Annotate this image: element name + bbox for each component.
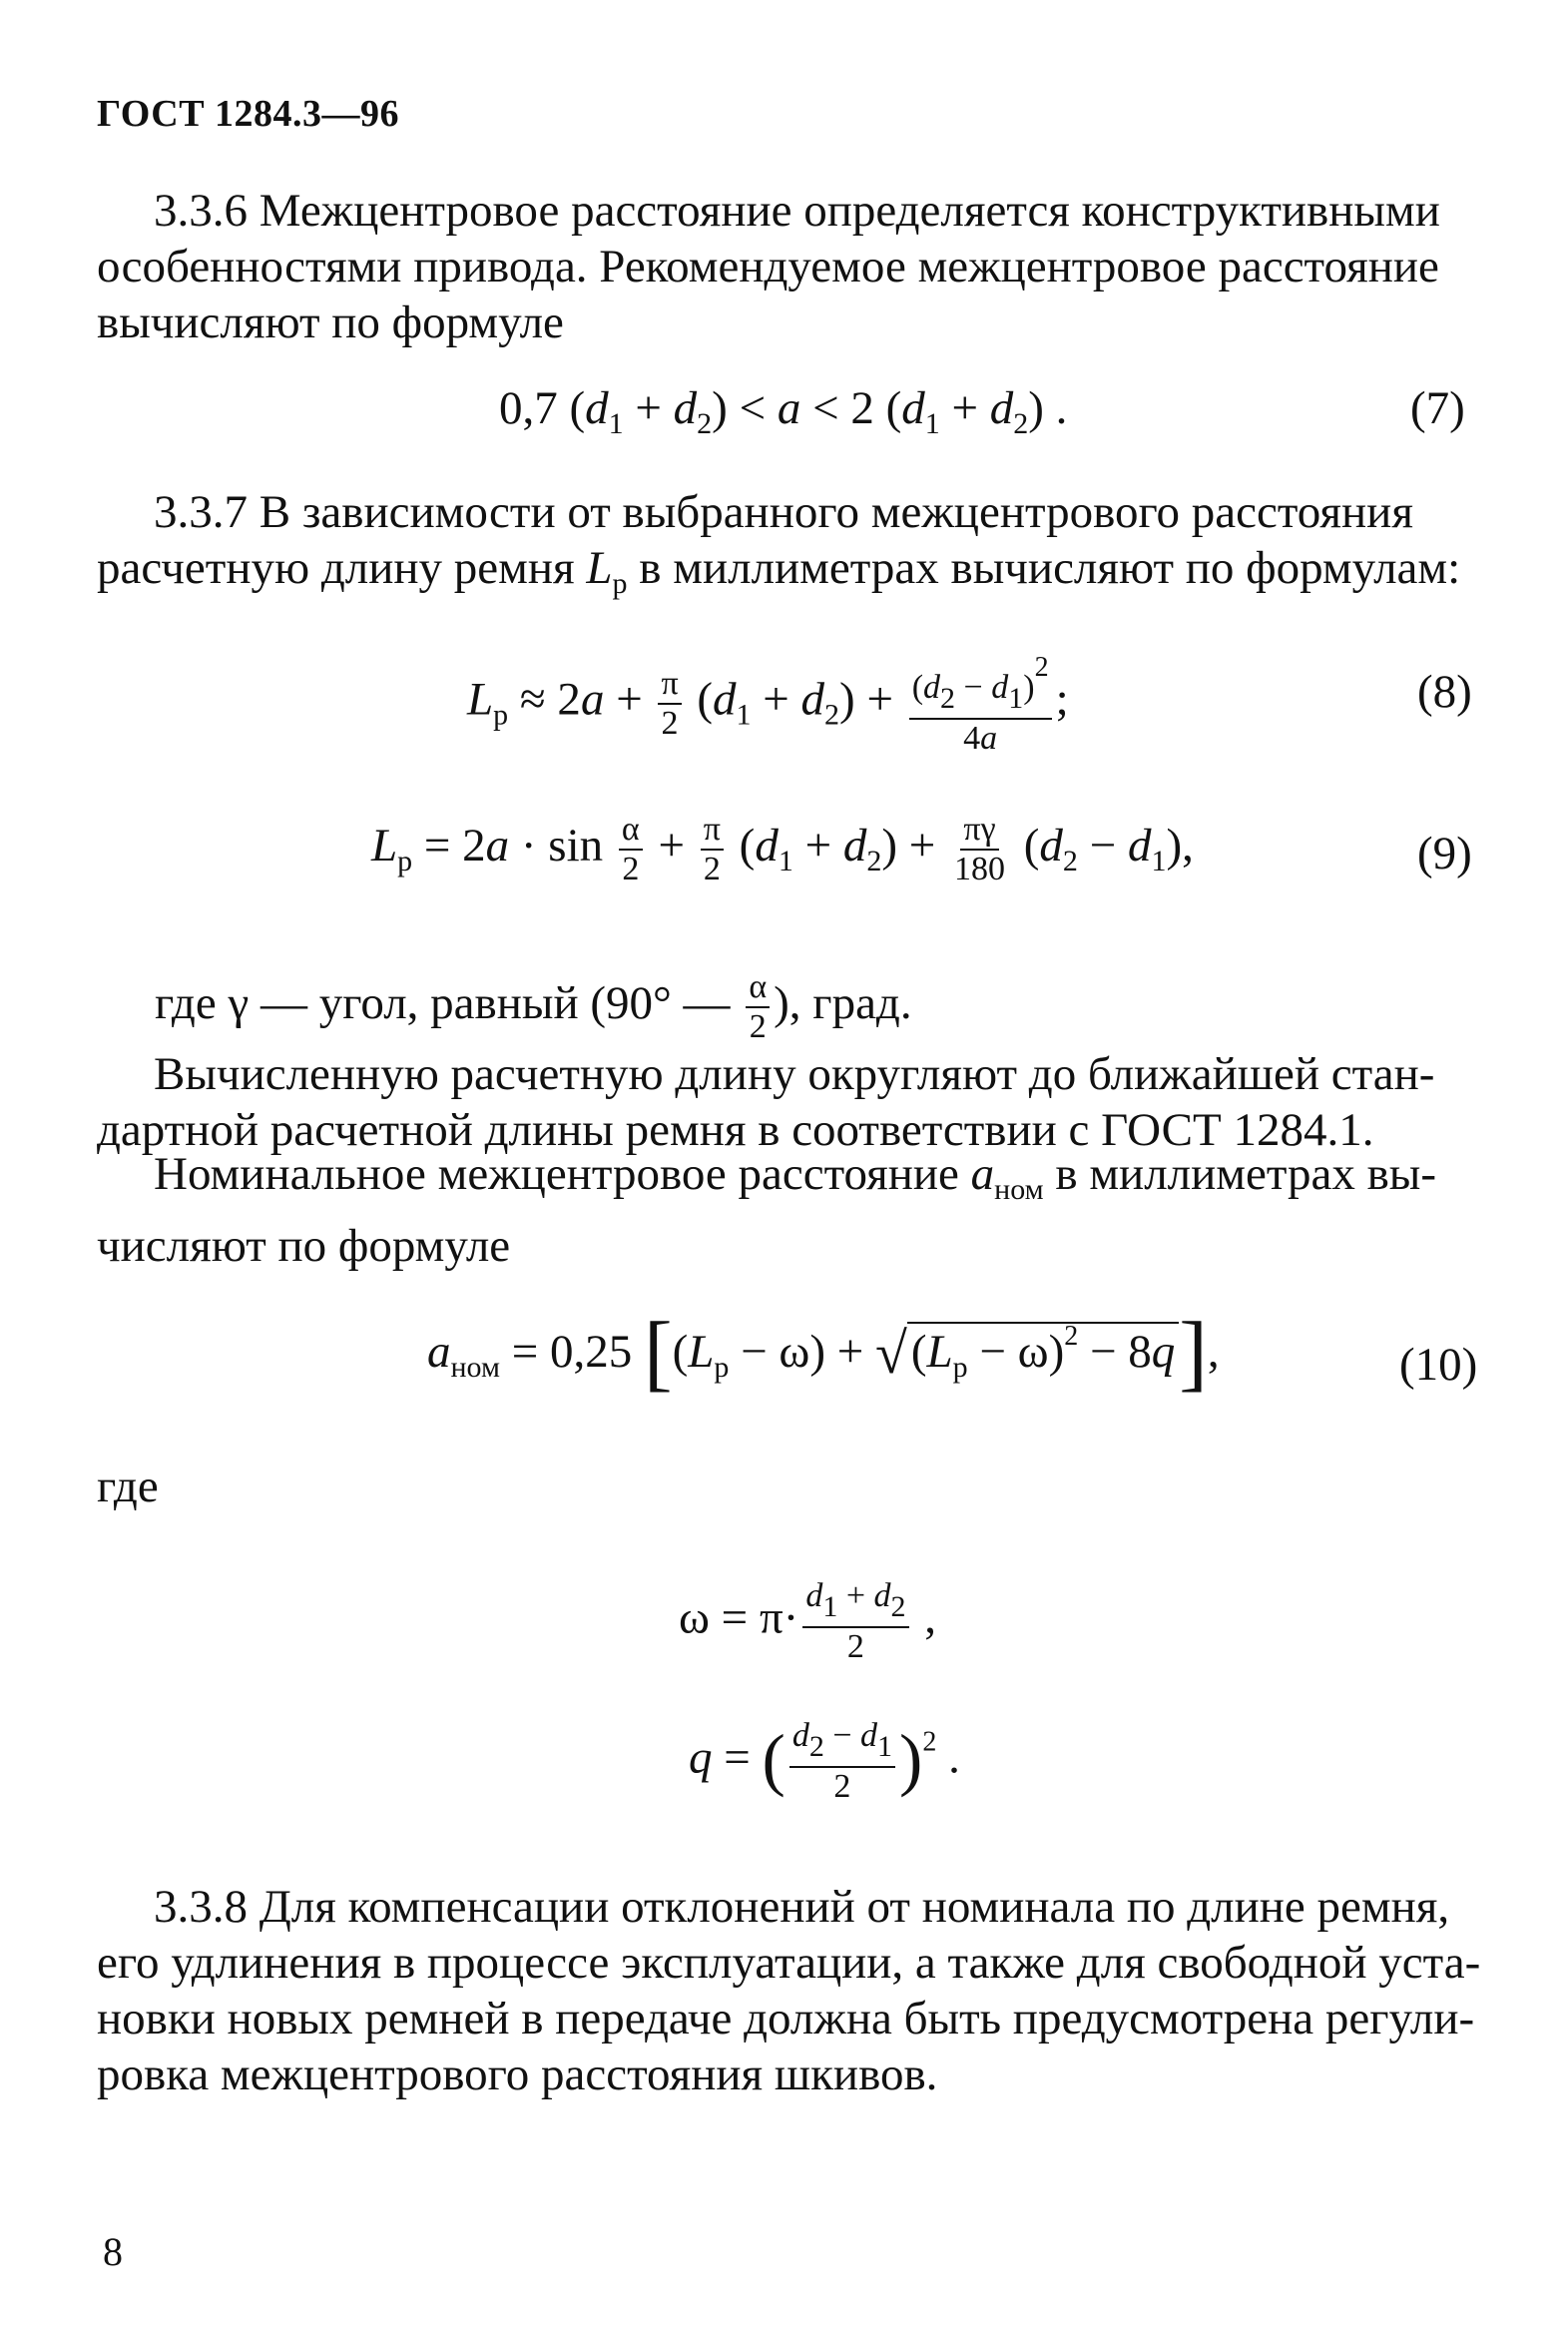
rounding-line-1: Вычисленную расчетную длину округляют до ближайшей стан-	[154, 1048, 1435, 1100]
formula-7: 0,7 $(d_1 + d_2) < a < 2$ $(d_1 + d_2)$ .	[499, 382, 1068, 440]
where-label: где	[97, 1461, 159, 1512]
section-3-3-8-line-2: его удлинения в процессе эксплуатации, а также для свободной уста-	[97, 1937, 1481, 1989]
section-3-3-6-line-2: особенностями привода. Рекомендуемое межцентровое расстояние	[97, 241, 1439, 292]
formula-10: $a_{ном} = 0,25$ $[(L_р - \omega) + √(L_р - \omega)^2 - 8q]$,	[427, 1304, 1220, 1400]
formula-10-number: (10)	[1399, 1339, 1478, 1391]
page-number: 8	[103, 2229, 123, 2274]
nominal-line-2: числяют по формуле	[97, 1220, 511, 1272]
gamma-definition-after: ), град.	[774, 976, 912, 1029]
nominal-line-1-after: в миллиметрах вы-	[1055, 1148, 1437, 1200]
rounding-paragraph	[97, 1046, 1474, 1158]
formula-8: $L_р \approx 2a$ + $\frac{\pi}{2}$ $(d_1 + d_2)$ + $\frac{(d2 - d1)^2}{4a}$ ;	[467, 649, 1069, 758]
gamma-definition: где γ — угол, равный (90° — $\frac{\alpha}{2}$ ), град.	[155, 968, 912, 1045]
gamma-definition-before: где γ — угол, равный (90° —	[155, 976, 731, 1029]
nominal-line-1-before: Номинальное межцентровое расстояние	[154, 1148, 959, 1200]
section-3-3-6-line-1: 3.3.6 Межцентровое расстояние определяется конструктивными	[154, 185, 1440, 237]
section-3-3-6-line-3: вычисляют по формуле	[97, 296, 564, 348]
section-3-3-8-line-4: ровка межцентрового расстояния шкивов.	[97, 2048, 938, 2100]
formula-7-number: (7)	[1410, 382, 1465, 434]
formula-q: q = ( $\frac{d2 - d1}{2}$ )$^2$ .	[689, 1717, 960, 1805]
rounding-line-2: дартной расчетной длины ремня в соответствии с ГОСТ 1284.1.	[97, 1104, 1374, 1156]
formula-8-number: (8)	[1417, 666, 1472, 718]
formula-omega: ω = π· $\frac{d1 + d2}{2}$ ,	[679, 1577, 937, 1665]
section-3-3-8-line-3: новки новых ремней в передаче должна быть предусмотрена регули-	[97, 1993, 1475, 2045]
section-3-3-7-line-2-after: в миллиметрах вычисляют по формулам:	[639, 542, 1461, 594]
section-3-3-7-line-2: расчетную длину ремня $L_р$ в миллиметрах вычисляют по формулам:	[97, 542, 1461, 600]
nominal-paragraph	[97, 1146, 1474, 1274]
section-3-3-8	[97, 1879, 1481, 2102]
section-3-3-8-line-1: 3.3.8 Для компенсации отклонений от номинала по длине ремня,	[154, 1881, 1450, 1933]
section-3-3-7-line-1: 3.3.7 В зависимости от выбранного межцентрового расстояния	[154, 486, 1413, 538]
document-header: ГОСТ 1284.3—96	[97, 93, 400, 135]
formula-9: $L_р = 2a \cdot \sin$ $\frac{\alpha}{2}$ + $\frac{\pi}{2}$ $(d_1 + d_2)$ + $\frac{\pi\gamma}{180}$ $(d_2 - d_1)$,	[371, 811, 1194, 887]
section-3-3-6	[97, 183, 1474, 350]
nominal-line-1: Номинальное межцентровое расстояние $a_{ном}$ в миллиметрах вы-	[154, 1148, 1437, 1206]
section-3-3-7-line-2-before: расчетную длину ремня	[97, 542, 575, 594]
formula-9-number: (9)	[1417, 828, 1472, 879]
section-3-3-7	[97, 484, 1474, 612]
